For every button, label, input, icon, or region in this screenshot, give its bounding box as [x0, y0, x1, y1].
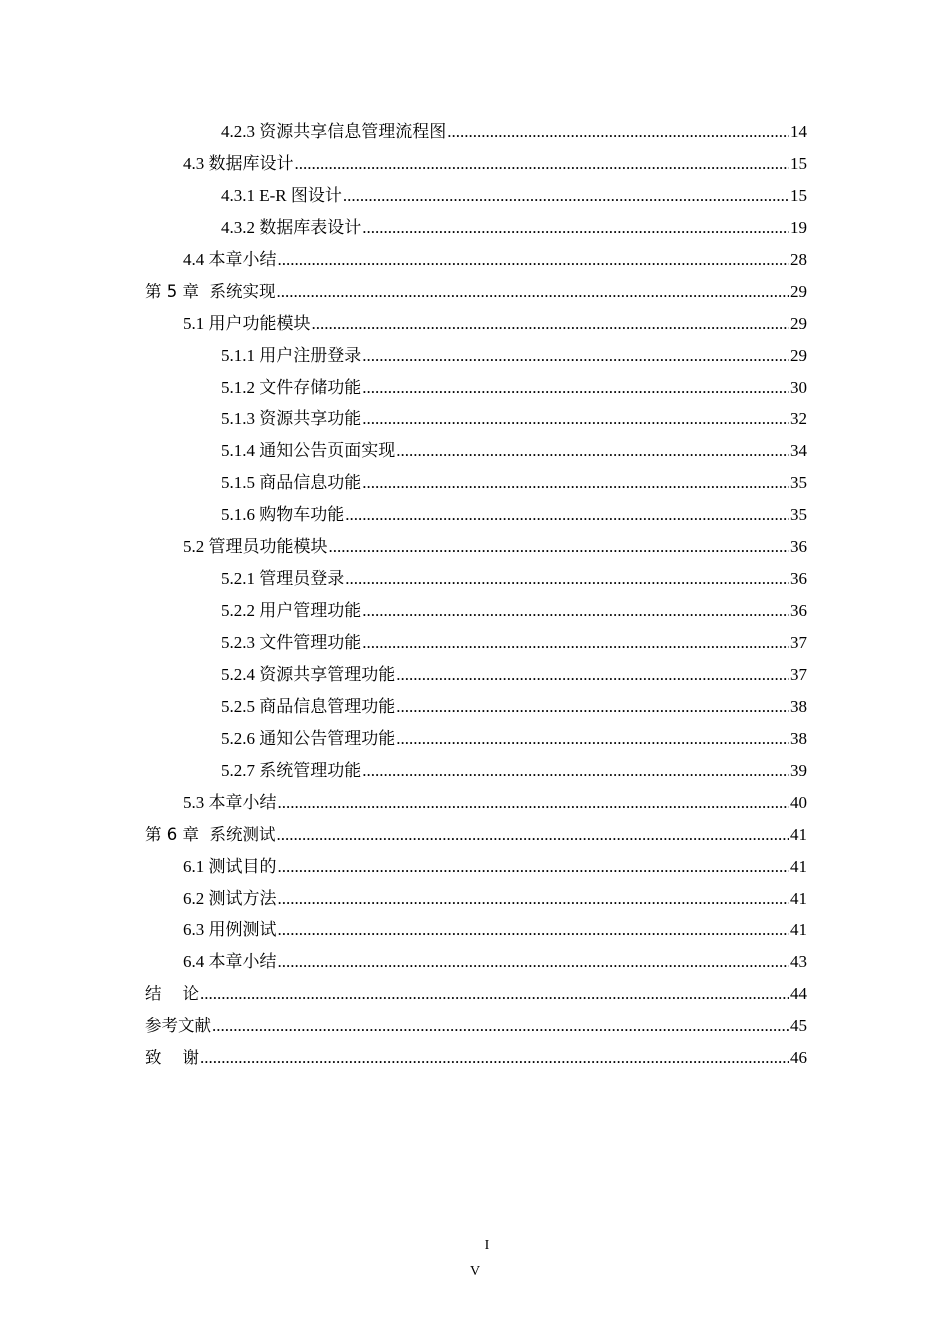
toc-dot-leader — [362, 595, 789, 627]
toc-entry-page: 15 — [790, 153, 807, 173]
toc-dot-leader — [362, 627, 789, 659]
toc-entry[interactable] — [145, 340, 807, 372]
toc-entry-page: 29 — [790, 345, 807, 365]
toc-entry-title: 5.2.7 系统管理功能 — [221, 760, 362, 780]
toc-entry-title: 5.2.4 资源共享管理功能 — [221, 664, 396, 684]
toc-entry-page: 30 — [790, 377, 807, 397]
toc-entry[interactable] — [145, 1010, 807, 1042]
toc-dot-leader — [276, 819, 789, 851]
toc-entry-title: 5.1.5 商品信息功能 — [221, 473, 362, 493]
toc-entry-title: 第 5 章 系统实现 — [145, 281, 276, 301]
toc-entry-title: 5.3 本章小结 — [183, 792, 277, 812]
toc-entry[interactable] — [145, 563, 807, 595]
toc-dot-leader — [345, 563, 789, 595]
toc-entry-page: 41 — [790, 920, 807, 940]
toc-entry-title: 5.1.1 用户注册登录 — [221, 345, 362, 365]
toc-entry-title: 结 论 — [145, 984, 199, 1004]
toc-entry-page: 46 — [790, 1048, 807, 1068]
toc-dot-leader — [278, 851, 790, 883]
toc-entry-page: 37 — [790, 664, 807, 684]
toc-entry[interactable] — [145, 723, 807, 755]
toc-entry-page: 15 — [790, 185, 807, 205]
toc-dot-leader — [278, 914, 790, 946]
toc-entry-title: 4.3 数据库设计 — [183, 153, 294, 173]
toc-entry-page: 35 — [790, 473, 807, 493]
toc-entry-title: 6.3 用例测试 — [183, 920, 277, 940]
toc-entry[interactable] — [145, 372, 807, 404]
toc-dot-leader — [200, 1042, 789, 1074]
toc-entry-title: 5.1.4 通知公告页面实现 — [221, 441, 396, 461]
toc-entry-page: 41 — [790, 888, 807, 908]
toc-entry-title: 4.3.1 E-R 图设计 — [221, 185, 342, 205]
toc-entry-page: 34 — [790, 441, 807, 461]
toc-dot-leader — [362, 403, 789, 435]
toc-entry-title: 5.2.5 商品信息管理功能 — [221, 696, 396, 716]
toc-entry-title: 第 6 章 系统测试 — [145, 824, 276, 844]
toc-dot-leader — [212, 1010, 789, 1042]
toc-entry-page: 38 — [790, 728, 807, 748]
toc-entry-page: 37 — [790, 633, 807, 652]
toc-dot-leader — [295, 148, 790, 180]
toc-dot-leader — [362, 212, 789, 244]
toc-dot-leader — [278, 946, 790, 978]
toc-dot-leader — [362, 467, 789, 499]
toc-entry[interactable] — [145, 244, 807, 276]
toc-entry-title: 5.1.6 购物车功能 — [221, 505, 345, 525]
toc-entry-page: 29 — [790, 313, 807, 333]
page-number-secondary: V — [469, 1264, 481, 1279]
toc-entry-page: 38 — [790, 696, 807, 716]
page-number: I — [484, 1238, 490, 1253]
toc-entry-page: 32 — [790, 409, 807, 429]
toc-entry[interactable] — [145, 499, 807, 531]
toc-dot-leader — [278, 883, 790, 915]
toc-entry[interactable] — [145, 212, 807, 244]
toc-entry[interactable] — [145, 308, 807, 340]
toc-entry-page: 14 — [790, 122, 807, 141]
toc-entry[interactable] — [145, 403, 807, 435]
toc-entry[interactable] — [145, 659, 807, 691]
toc-entry-title: 5.2.2 用户管理功能 — [221, 601, 362, 621]
toc-dot-leader — [343, 180, 789, 212]
toc-entry-title: 5.2.3 文件管理功能 — [221, 633, 362, 652]
toc-entry[interactable] — [145, 946, 807, 978]
toc-dot-leader — [396, 435, 789, 467]
toc-entry-page: 19 — [790, 217, 807, 237]
toc-entry-title: 5.2.1 管理员登录 — [221, 569, 345, 589]
toc-entry[interactable] — [145, 851, 807, 883]
toc-dot-leader — [200, 978, 789, 1010]
toc-entry[interactable] — [145, 787, 807, 819]
toc-entry-title: 5.1.2 文件存储功能 — [221, 377, 362, 397]
toc-entry[interactable] — [145, 148, 807, 180]
toc-entry[interactable] — [145, 531, 807, 563]
toc-entry[interactable] — [145, 435, 807, 467]
toc-entry-page: 36 — [790, 569, 807, 589]
toc-entry-page: 45 — [790, 1016, 807, 1036]
toc-entry-title: 4.3.2 数据库表设计 — [221, 217, 362, 237]
toc-dot-leader — [278, 244, 790, 276]
toc-entry-title: 5.1 用户功能模块 — [183, 313, 311, 333]
toc-dot-leader — [447, 116, 789, 148]
toc-entry-title: 致 谢 — [145, 1048, 199, 1068]
toc-entry[interactable] — [145, 627, 807, 659]
toc-dot-leader — [345, 499, 789, 531]
toc-entry-title: 4.2.3 资源共享信息管理流程图 — [221, 122, 447, 141]
toc-entry[interactable] — [145, 691, 807, 723]
toc-entry-title: 5.2 管理员功能模块 — [183, 537, 328, 557]
toc-dot-leader — [312, 308, 790, 340]
toc-entry-title: 6.2 测试方法 — [183, 888, 277, 908]
toc-entry[interactable] — [145, 883, 807, 915]
toc-entry-title: 5.2.6 通知公告管理功能 — [221, 728, 396, 748]
toc-entry-page: 40 — [790, 792, 807, 812]
toc-entry[interactable] — [145, 180, 807, 212]
toc-entry[interactable] — [145, 978, 807, 1010]
toc-dot-leader — [276, 276, 789, 308]
toc-entry[interactable] — [145, 914, 807, 946]
table-of-contents — [145, 116, 807, 1074]
toc-dot-leader — [329, 531, 790, 563]
toc-entry-page: 29 — [790, 281, 807, 301]
toc-entry[interactable] — [145, 819, 807, 851]
toc-entry-page: 44 — [790, 984, 807, 1004]
toc-entry-page: 35 — [790, 505, 807, 525]
toc-entry-page: 43 — [790, 952, 807, 972]
toc-entry-title: 4.4 本章小结 — [183, 249, 277, 269]
toc-entry-page: 41 — [790, 856, 807, 876]
toc-entry-title: 5.1.3 资源共享功能 — [221, 409, 362, 429]
toc-entry[interactable] — [145, 1042, 807, 1074]
toc-entry-page: 39 — [790, 760, 807, 780]
toc-entry-title: 6.1 测试目的 — [183, 856, 277, 876]
toc-entry[interactable] — [145, 276, 807, 308]
toc-entry-title: 6.4 本章小结 — [183, 952, 277, 972]
toc-dot-leader — [396, 723, 789, 755]
toc-dot-leader — [396, 691, 789, 723]
toc-entry-page: 36 — [790, 601, 807, 621]
toc-entry-title: 参考文献 — [145, 1016, 211, 1036]
toc-entry-page: 28 — [790, 249, 807, 269]
toc-entry-page: 36 — [790, 537, 807, 557]
toc-entry[interactable] — [145, 116, 807, 148]
toc-dot-leader — [278, 787, 790, 819]
toc-dot-leader — [396, 659, 789, 691]
toc-entry-page: 41 — [790, 824, 807, 844]
toc-entry[interactable] — [145, 467, 807, 499]
toc-dot-leader — [362, 755, 789, 787]
toc-dot-leader — [362, 340, 789, 372]
toc-entry[interactable] — [145, 595, 807, 627]
toc-dot-leader — [362, 372, 789, 404]
toc-entry[interactable] — [145, 755, 807, 787]
